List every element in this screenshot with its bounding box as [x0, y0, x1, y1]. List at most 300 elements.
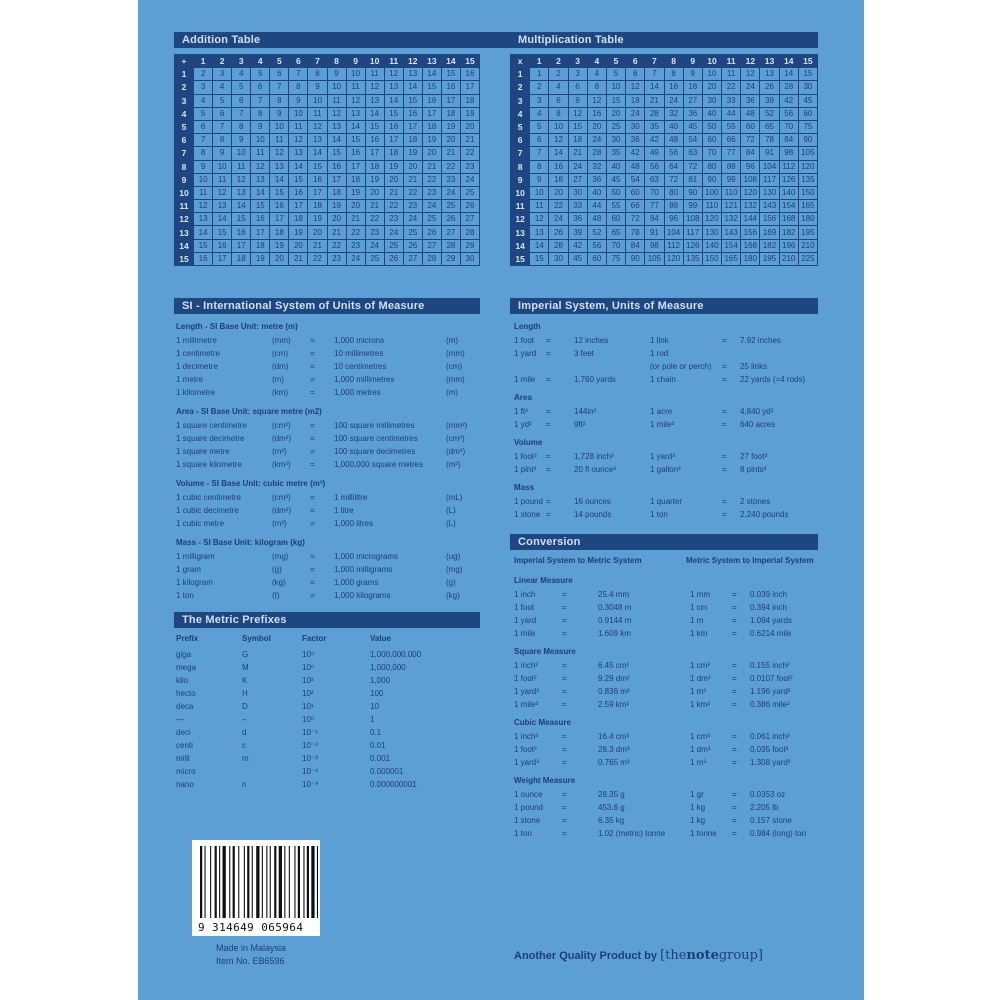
- grid-cell: 45: [568, 252, 587, 265]
- si-cell: 1 kilogram: [176, 578, 213, 587]
- conversion-cell: 1 m²: [690, 687, 706, 696]
- grid-cell: 24: [460, 173, 479, 186]
- grid-cell: 9: [683, 68, 702, 81]
- grid-row-header: 14: [511, 239, 530, 252]
- grid-cell: 80: [702, 160, 721, 173]
- grid-cell: 20: [549, 186, 568, 199]
- si-cell: (t): [272, 591, 280, 600]
- grid-cell: 22: [460, 147, 479, 160]
- prefix-cell: 10³: [302, 676, 314, 685]
- grid-cell: 6: [549, 94, 568, 107]
- grid-cell: 10: [346, 68, 365, 81]
- grid-col-header: 8: [664, 55, 683, 68]
- grid-cell: 12: [194, 200, 213, 213]
- grid-col-header: 4: [251, 55, 270, 68]
- conversion-cell: =: [562, 790, 567, 799]
- conversion-cell: 0.155 inch²: [750, 661, 790, 670]
- grid-cell: 18: [422, 120, 441, 133]
- prefix-cell: nano: [176, 780, 194, 789]
- grid-cell: 8: [587, 81, 606, 94]
- grid-cell: 110: [722, 186, 741, 199]
- grid-cell: 195: [798, 226, 817, 239]
- grid-cell: 40: [587, 186, 606, 199]
- prefixes-section: [174, 612, 480, 628]
- grid-row-header: 8: [175, 160, 194, 173]
- grid-cell: 96: [664, 213, 683, 226]
- grid-cell: 21: [568, 147, 587, 160]
- grid-cell: 36: [741, 94, 760, 107]
- conversion-cell: 1 mile²: [514, 700, 539, 709]
- prefix-cell: n: [242, 780, 247, 789]
- grid-cell: 20: [422, 147, 441, 160]
- grid-cell: 10: [194, 173, 213, 186]
- conversion-cell: 0.9144 m: [598, 616, 632, 625]
- grid-cell: 99: [722, 173, 741, 186]
- grid-cell: 22: [403, 186, 422, 199]
- si-cell: 1 ton: [176, 591, 194, 600]
- grid-row: [511, 252, 818, 265]
- si-cell: 1 square centimetre: [176, 421, 247, 430]
- grid-cell: 24: [422, 200, 441, 213]
- conversion-cell: 1 dm³: [690, 745, 711, 754]
- conversion-cell: 2.59 km²: [598, 700, 630, 709]
- si-cell: 10 centimetres: [334, 362, 387, 371]
- barcode-bar: [274, 846, 276, 918]
- grid-cell: 14: [232, 200, 251, 213]
- prefix-header: Symbol: [242, 634, 271, 643]
- conversion-cell: 1.02 (metric) tonne: [598, 829, 666, 838]
- grid-cell: 88: [664, 200, 683, 213]
- si-cell: =: [310, 519, 315, 528]
- grid-col-header: 9: [683, 55, 702, 68]
- conversion-cell: 1 kg: [690, 803, 706, 812]
- conversion-cell: 1 ton: [514, 829, 532, 838]
- grid-cell: 11: [270, 134, 289, 147]
- imperial-cell: 1 yard³: [650, 452, 675, 461]
- si-cell: 1 decimetre: [176, 362, 218, 371]
- grid-cell: 120: [741, 186, 760, 199]
- grid-cell: 35: [606, 147, 625, 160]
- prefix-cell: c: [242, 741, 246, 750]
- prefix-header: Value: [370, 634, 391, 643]
- grid-cell: 12: [327, 107, 346, 120]
- grid-cell: 7: [530, 147, 549, 160]
- conversion-cell: 1 yard: [514, 616, 537, 625]
- grid-cell: 120: [798, 160, 817, 173]
- si-cell: 1 square metre: [176, 447, 230, 456]
- grid-cell: 10: [549, 120, 568, 133]
- imperial-cell: =: [546, 375, 551, 384]
- grid-cell: 18: [441, 107, 460, 120]
- conversion-cell: 0.0107 foot²: [750, 674, 793, 683]
- grid-col-header: 1: [530, 55, 549, 68]
- grid-cell: 75: [798, 120, 817, 133]
- conversion-cell: 0.035 foot³: [750, 745, 789, 754]
- grid-cell: 42: [645, 134, 664, 147]
- grid-cell: 14: [530, 239, 549, 252]
- imperial-cell: 14 pounds: [574, 510, 612, 519]
- grid-cell: 14: [384, 94, 403, 107]
- imperial-cell: 1 rod: [650, 349, 669, 358]
- conversion-cell: =: [562, 687, 567, 696]
- grid-cell: 17: [289, 200, 308, 213]
- conversion-cell: =: [562, 758, 567, 767]
- conversion-cell: 9.29 dm²: [598, 674, 630, 683]
- si-cell: =: [310, 349, 315, 358]
- grid-cell: 210: [798, 239, 817, 252]
- grid-cell: 56: [664, 147, 683, 160]
- conversion-group-heading: Linear Measure: [514, 576, 573, 585]
- grid-cell: 30: [702, 94, 721, 107]
- imperial-cell: =: [546, 407, 551, 416]
- grid-cell: 14: [213, 213, 232, 226]
- grid-cell: 8: [251, 107, 270, 120]
- grid-cell: 14: [346, 120, 365, 133]
- conversion-cell: 0.765 m³: [598, 758, 630, 767]
- grid-cell: 48: [664, 134, 683, 147]
- grid-cell: 13: [403, 68, 422, 81]
- grid-cell: 78: [760, 134, 779, 147]
- prefix-cell: H: [242, 689, 248, 698]
- grid-cell: 6: [213, 107, 232, 120]
- si-cell: =: [310, 434, 315, 443]
- grid-header-row: [175, 55, 480, 68]
- conversion-cell: =: [562, 629, 567, 638]
- grid-cell: 25: [403, 226, 422, 239]
- imperial-cell: 8 pints³: [740, 465, 767, 474]
- conversion-cell: 1.609 km: [598, 629, 631, 638]
- si-cell: =: [310, 362, 315, 371]
- grid-cell: 7: [270, 81, 289, 94]
- imperial-cell: =: [546, 497, 551, 506]
- grid-cell: 13: [384, 81, 403, 94]
- grid-cell: 14: [289, 160, 308, 173]
- si-cell: (dm²): [446, 447, 466, 456]
- grid-cell: 98: [645, 239, 664, 252]
- conversion-cell: 1 m: [690, 616, 704, 625]
- grid-cell: 84: [741, 147, 760, 160]
- grid-col-header: 11: [384, 55, 403, 68]
- conversion-cell: 1 ounce: [514, 790, 543, 799]
- si-cell: 1 litre: [334, 506, 354, 515]
- grid-row: [175, 107, 480, 120]
- barcode-bar: [210, 846, 211, 918]
- grid-cell: 32: [587, 160, 606, 173]
- grid-cell: 19: [289, 226, 308, 239]
- grid-cell: 3: [194, 81, 213, 94]
- grid-cell: 42: [779, 94, 798, 107]
- grid-cell: 135: [798, 173, 817, 186]
- conversion-cell: 0.039 inch: [750, 590, 787, 599]
- grid-cell: 17: [270, 213, 289, 226]
- barcode-bar: [215, 846, 217, 918]
- grid-row: [175, 81, 480, 94]
- grid-cell: 22: [346, 226, 365, 239]
- grid-cell: 40: [606, 160, 625, 173]
- barcode-bar: [294, 846, 295, 918]
- grid-col-header: 5: [270, 55, 289, 68]
- grid-cell: 117: [760, 173, 779, 186]
- grid-cell: 24: [549, 213, 568, 226]
- grid-cell: 10: [270, 120, 289, 133]
- grid-cell: 21: [460, 134, 479, 147]
- grid-row-header: 13: [511, 226, 530, 239]
- grid-cell: 22: [441, 160, 460, 173]
- grid-cell: 8: [232, 120, 251, 133]
- made-in-label: Made in Malaysia: [216, 943, 287, 953]
- conversion-cell: 453.6 g: [598, 803, 625, 812]
- grid-cell: 48: [587, 213, 606, 226]
- grid-cell: 24: [365, 239, 384, 252]
- grid-cell: 72: [683, 160, 702, 173]
- grid-cell: 13: [213, 200, 232, 213]
- prefix-cell: 1,000: [370, 676, 391, 685]
- grid-cell: 8: [308, 68, 327, 81]
- si-title: SI - International System of Units of Measure: [174, 298, 480, 314]
- grid-cell: 28: [587, 147, 606, 160]
- grid-cell: 15: [403, 94, 422, 107]
- conversion-cell: =: [732, 816, 737, 825]
- grid-cell: 10: [530, 186, 549, 199]
- prefix-cell: 1: [370, 715, 375, 724]
- grid-cell: 13: [308, 134, 327, 147]
- grid-cell: 15: [606, 94, 625, 107]
- si-group-heading: Length - SI Base Unit: metre (m): [176, 322, 298, 331]
- grid-corner: x: [511, 55, 530, 68]
- barcode-bar: [223, 846, 226, 918]
- grid-cell: 23: [365, 226, 384, 239]
- grid-row-header: 5: [511, 120, 530, 133]
- grid-cell: 6: [194, 120, 213, 133]
- prefix-cell: giga: [176, 650, 192, 659]
- grid-cell: 9: [270, 107, 289, 120]
- si-cell: (m²): [446, 460, 461, 469]
- grid-cell: 156: [741, 226, 760, 239]
- conversion-cell: 0.984 (long) ton: [750, 829, 807, 838]
- grid-cell: 165: [722, 252, 741, 265]
- grid-cell: 30: [798, 81, 817, 94]
- grid-cell: 21: [327, 226, 346, 239]
- grid-cell: 12: [568, 107, 587, 120]
- grid-cell: 5: [530, 120, 549, 133]
- grid-col-header: 2: [549, 55, 568, 68]
- grid-cell: 25: [606, 120, 625, 133]
- grid-cell: 18: [365, 160, 384, 173]
- grid-row: [175, 160, 480, 173]
- si-cell: (dm): [272, 362, 289, 371]
- grid-cell: 50: [606, 186, 625, 199]
- prefix-cell: deca: [176, 702, 194, 711]
- si-cell: =: [310, 447, 315, 456]
- si-cell: (km²): [272, 460, 291, 469]
- grid-cell: 6: [530, 134, 549, 147]
- si-cell: (mL): [446, 493, 463, 502]
- imperial-group-heading: Area: [514, 393, 532, 402]
- grid-cell: 18: [251, 239, 270, 252]
- prefix-cell: 100: [370, 689, 384, 698]
- grid-cell: 28: [549, 239, 568, 252]
- grid-cell: 18: [549, 173, 568, 186]
- grid-cell: 108: [683, 213, 702, 226]
- grid-cell: 120: [702, 213, 721, 226]
- imperial-cell: 1 gallon³: [650, 465, 681, 474]
- barcode-bar: [262, 846, 263, 918]
- grid-col-header: 6: [289, 55, 308, 68]
- imperial-cell: 1,728 inch³: [574, 452, 614, 461]
- si-cell: (dm²): [272, 434, 292, 443]
- barcode-bar: [266, 846, 267, 918]
- grid-cell: 22: [327, 239, 346, 252]
- grid-cell: 17: [441, 94, 460, 107]
- grid-col-header: 9: [346, 55, 365, 68]
- imperial-cell: =: [722, 465, 727, 474]
- grid-col-header: 14: [779, 55, 798, 68]
- conversion-cell: =: [732, 590, 737, 599]
- grid-cell: 154: [779, 200, 798, 213]
- grid-cell: 4: [213, 81, 232, 94]
- imperial-cell: 12 inches: [574, 336, 609, 345]
- barcode-digits: 9 314649 065964: [198, 921, 304, 934]
- grid-cell: 7: [645, 68, 664, 81]
- grid-cell: 1: [530, 68, 549, 81]
- conversion-cell: 0.386 mile²: [750, 700, 790, 709]
- grid-cell: 11: [327, 94, 346, 107]
- grid-row: [511, 239, 818, 252]
- grid-row-header: 4: [175, 107, 194, 120]
- grid-row-header: 12: [175, 213, 194, 226]
- grid-row: [511, 107, 818, 120]
- grid-cell: 8: [270, 94, 289, 107]
- grid-cell: 15: [365, 120, 384, 133]
- grid-cell: 15: [568, 120, 587, 133]
- grid-row: [175, 239, 480, 252]
- grid-cell: 10: [289, 107, 308, 120]
- barcode-bar: [284, 846, 285, 918]
- si-cell: (m²): [272, 447, 287, 456]
- imperial-cell: 1 foot³: [514, 452, 537, 461]
- si-cell: =: [310, 388, 315, 397]
- grid-cell: 11: [722, 68, 741, 81]
- grid-cell: 15: [270, 186, 289, 199]
- grid-cell: 60: [606, 213, 625, 226]
- barcode-bar: [311, 846, 314, 918]
- imperial-cell: 1 ton: [650, 510, 668, 519]
- grid-cell: 5: [232, 81, 251, 94]
- grid-row: [511, 160, 818, 173]
- grid-cell: 8: [213, 134, 232, 147]
- grid-cell: 30: [460, 252, 479, 265]
- si-group-heading: Area - SI Base Unit: square metre (m2): [176, 407, 322, 416]
- si-cell: (m): [272, 375, 284, 384]
- grid-cell: 14: [549, 147, 568, 160]
- grid-row: [175, 68, 480, 81]
- grid-cell: 25: [384, 239, 403, 252]
- barcode-bar: [247, 846, 249, 918]
- imperial-section: [510, 298, 818, 314]
- grid-cell: 77: [722, 147, 741, 160]
- grid-cell: 11: [365, 68, 384, 81]
- grid-cell: 19: [441, 120, 460, 133]
- grid-cell: 84: [779, 134, 798, 147]
- si-cell: 1,000,000 square metres: [334, 460, 423, 469]
- grid-cell: 12: [232, 173, 251, 186]
- grid-cell: 60: [798, 107, 817, 120]
- grid-cell: 195: [760, 252, 779, 265]
- grid-cell: 24: [587, 134, 606, 147]
- conversion-cell: 1 cm: [690, 603, 708, 612]
- grid-cell: 48: [741, 107, 760, 120]
- grid-row: [511, 120, 818, 133]
- grid-row-header: 15: [175, 252, 194, 265]
- grid-cell: 130: [760, 186, 779, 199]
- multiplication-title: Multiplication Table: [510, 32, 818, 48]
- si-cell: =: [310, 578, 315, 587]
- conversion-cell: 0.3048 m: [598, 603, 632, 612]
- grid-row-header: 1: [175, 68, 194, 81]
- barcode-bar: [307, 846, 309, 918]
- grid-cell: 65: [760, 120, 779, 133]
- grid-cell: 13: [194, 213, 213, 226]
- grid-cell: 13: [346, 107, 365, 120]
- si-group-heading: Volume - SI Base Unit: cubic metre (m³): [176, 479, 326, 488]
- grid-cell: 4: [232, 68, 251, 81]
- prefix-cell: 10¹: [302, 702, 314, 711]
- conversion-cell: 1 km²: [690, 700, 710, 709]
- grid-cell: 8: [549, 107, 568, 120]
- barcode-bar: [298, 846, 300, 918]
- grid-cell: 17: [365, 147, 384, 160]
- imperial-cell: =: [546, 420, 551, 429]
- imperial-cell: 144in²: [574, 407, 597, 416]
- grid-cell: 13: [289, 147, 308, 160]
- conversion-cell: 1.308 yard³: [750, 758, 791, 767]
- grid-cell: 20: [384, 173, 403, 186]
- grid-cell: 21: [365, 200, 384, 213]
- grid-cell: 16: [232, 226, 251, 239]
- conversion-cell: 6.35 kg: [598, 816, 625, 825]
- grid-cell: 3: [530, 94, 549, 107]
- imperial-cell: =: [722, 452, 727, 461]
- imperial-cell: =: [546, 465, 551, 474]
- grid-cell: 130: [702, 226, 721, 239]
- si-cell: (kg): [446, 591, 460, 600]
- si-cell: 1,000 milligrams: [334, 565, 393, 574]
- si-cell: 100 square centimetres: [334, 434, 418, 443]
- grid-row-header: 11: [175, 200, 194, 213]
- grid-cell: 90: [683, 186, 702, 199]
- conversion-cell: =: [732, 758, 737, 767]
- grid-cell: 19: [365, 173, 384, 186]
- grid-cell: 25: [365, 252, 384, 265]
- grid-row-header: 1: [511, 68, 530, 81]
- imperial-cell: =: [722, 407, 727, 416]
- grid-cell: 81: [683, 173, 702, 186]
- grid-col-header: 6: [626, 55, 645, 68]
- grid-cell: 20: [606, 107, 625, 120]
- footer-tagline: [514, 948, 763, 963]
- grid-cell: 75: [606, 252, 625, 265]
- grid-cell: 24: [384, 226, 403, 239]
- grid-cell: 8: [289, 81, 308, 94]
- prefix-cell: 10⁻²: [302, 741, 318, 750]
- grid-row-header: 10: [511, 186, 530, 199]
- grid-cell: 154: [722, 239, 741, 252]
- si-cell: 10 millimetres: [334, 349, 384, 358]
- si-cell: (mg): [446, 565, 463, 574]
- grid-cell: 196: [779, 239, 798, 252]
- grid-header-row: [511, 55, 818, 68]
- grid-cell: 10: [213, 160, 232, 173]
